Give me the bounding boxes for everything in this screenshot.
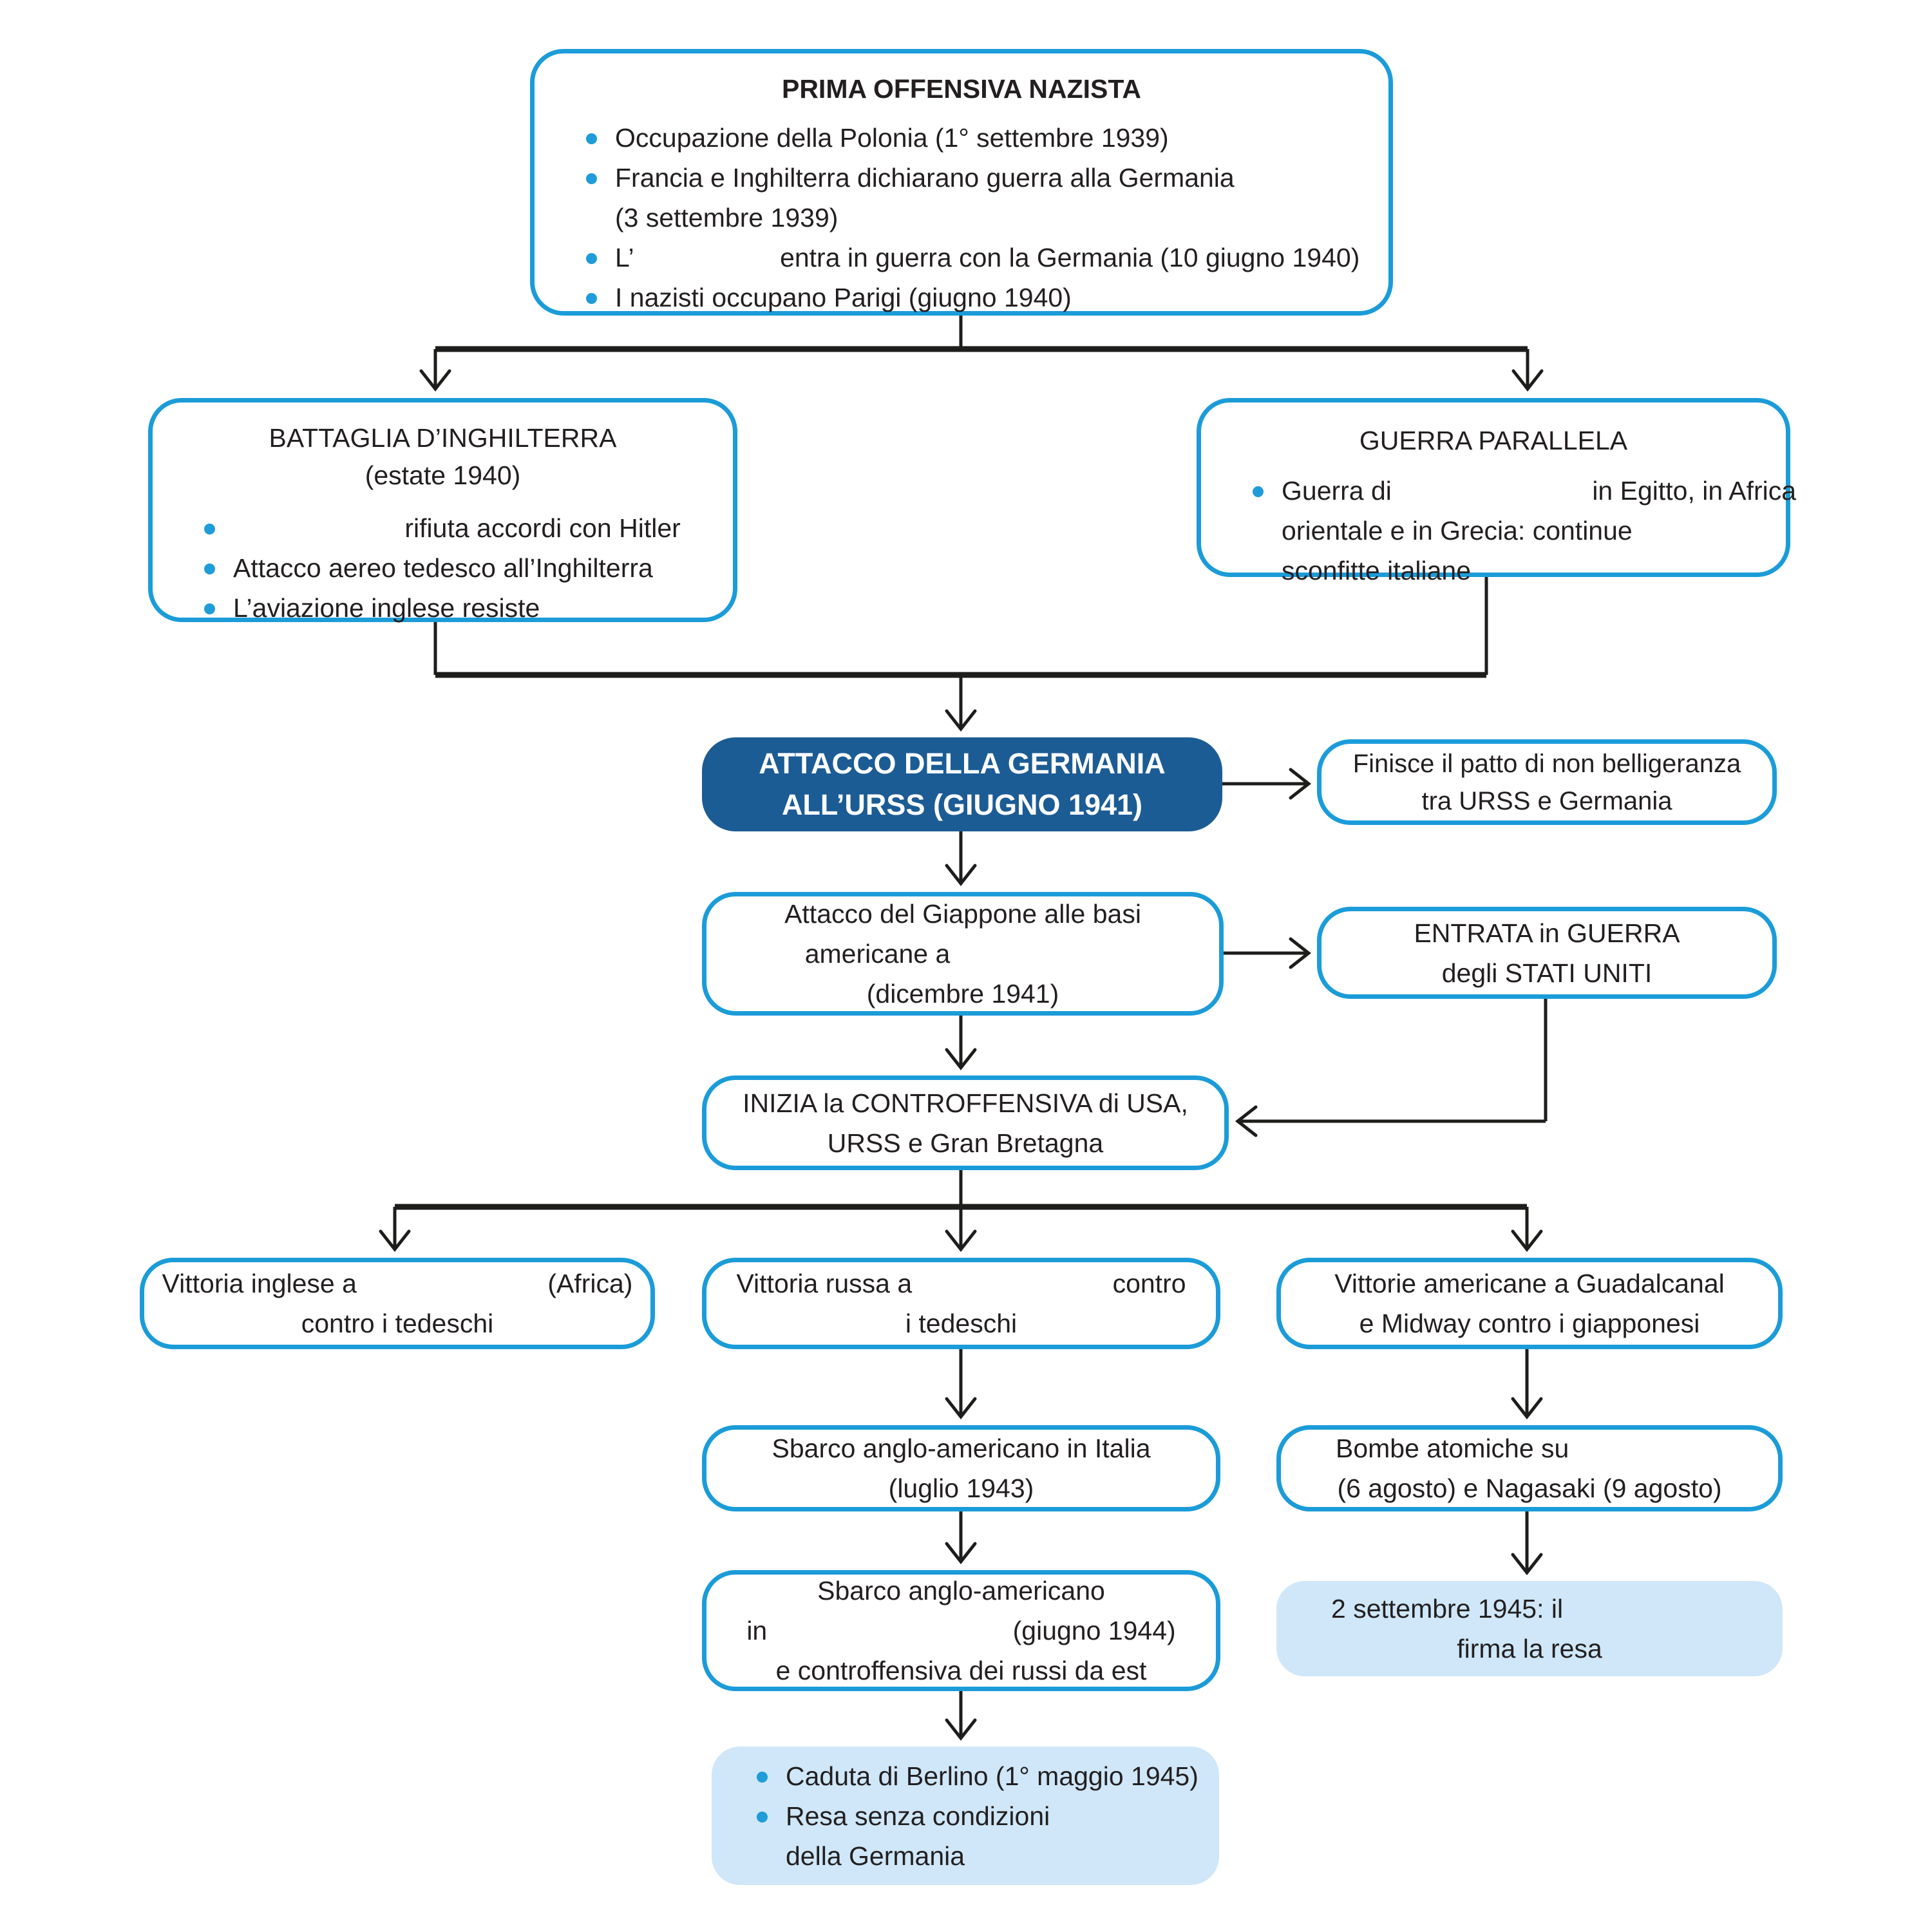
blank-field [233, 531, 397, 537]
node-entrata-guerra-stati-uniti: ENTRATA in GUERRA degli STATI UNITI [1317, 907, 1777, 999]
node-attacco-giappone: Attacco del Giappone alle basi americane a (dicembre 1941) [702, 892, 1224, 1016]
bullet-icon [757, 1772, 768, 1783]
list-item: Resa senza condizioni della Germania [757, 1796, 1193, 1876]
node-resa-giappone: 2 settembre 1945: il firma la resa [1276, 1581, 1783, 1676]
node-prima-offensiva-nazista [530, 49, 1393, 316]
node-fine-germania [712, 1747, 1219, 1885]
bullet-icon [586, 253, 597, 264]
node-attacco-germania-urss: ATTACCO DELLA GERMANIA ALL’URSS (GIUGNO 1941) [702, 737, 1222, 831]
node-title: BATTAGLIA D’INGHILTERRA [269, 423, 617, 453]
node-fine-patto-non-belligeranza: Finisce il patto di non belligeranza tra URSS e Germania [1317, 739, 1777, 825]
node-inizia-controffensiva: INIZIA la CONTROFFENSIVA di USA, URSS e Gran Bretagna [702, 1075, 1229, 1170]
list-item: L’ entra in guerra con la Germania (10 giugno 1940) [586, 238, 1363, 278]
list-item: I nazisti occupano Parigi (giugno 1940) [586, 278, 1363, 317]
blank-field [912, 1286, 1105, 1293]
bullet-icon [586, 173, 597, 184]
bullet-icon [1253, 486, 1264, 497]
blank-field [950, 956, 1121, 963]
list-item: Attacco aereo tedesco all’Inghilterra [204, 548, 707, 588]
node-vittoria-inglese: Vittoria inglese a (Africa) contro i tedeschi [140, 1258, 655, 1349]
node-title: GUERRA PARALLELA [1359, 426, 1628, 455]
node-bombe-atomiche: Bombe atomiche su (6 agosto) e Nagasaki (9 agosto) [1276, 1425, 1783, 1511]
node-sbarco-italia: Sbarco anglo-americano in Italia (luglio 1943) [702, 1425, 1220, 1511]
list-item: Caduta di Berlino (1° maggio 1945) [757, 1756, 1193, 1796]
bullet-icon [586, 133, 597, 144]
list-item: rifiuta accordi con Hitler [204, 508, 707, 548]
node-title: PRIMA OFFENSIVA NAZISTA [781, 74, 1142, 104]
node-subtitle: (estate 1940) [365, 460, 521, 490]
node-vittoria-russa: Vittoria russa a contro i tedeschi [702, 1258, 1220, 1349]
node-battaglia-inghilterra [148, 398, 737, 622]
bullet-icon [204, 603, 215, 614]
node-vittorie-americane: Vittorie americane a Guadalcanal e Midway contro i giapponesi [1276, 1258, 1783, 1349]
blank-field [1569, 1451, 1775, 1457]
blank-field [1392, 493, 1585, 500]
blank-field [634, 260, 773, 267]
list-item: L’aviazione inglese resiste [204, 588, 707, 628]
list-item: Occupazione della Polonia (1° settembre 1939) [586, 118, 1363, 158]
bullet-icon [757, 1812, 768, 1823]
list-item: Francia e Inghilterra dichiarano guerra alla Germania (3 settembre 1939) [586, 158, 1363, 238]
node-sbarco-normandia: Sbarco anglo-americano in (giugno 1944) e controffensiva dei russi da est [702, 1570, 1220, 1691]
node-guerra-parallela [1197, 398, 1797, 585]
bullet-icon [204, 524, 215, 535]
blank-field [357, 1286, 540, 1293]
list-item: Guerra di in Egitto, in Africa orientale e in Grecia: continue sconfitte italiane [1253, 471, 1760, 591]
bullet-icon [204, 564, 215, 574]
bullet-icon [586, 293, 597, 304]
blank-field [767, 1633, 1005, 1640]
